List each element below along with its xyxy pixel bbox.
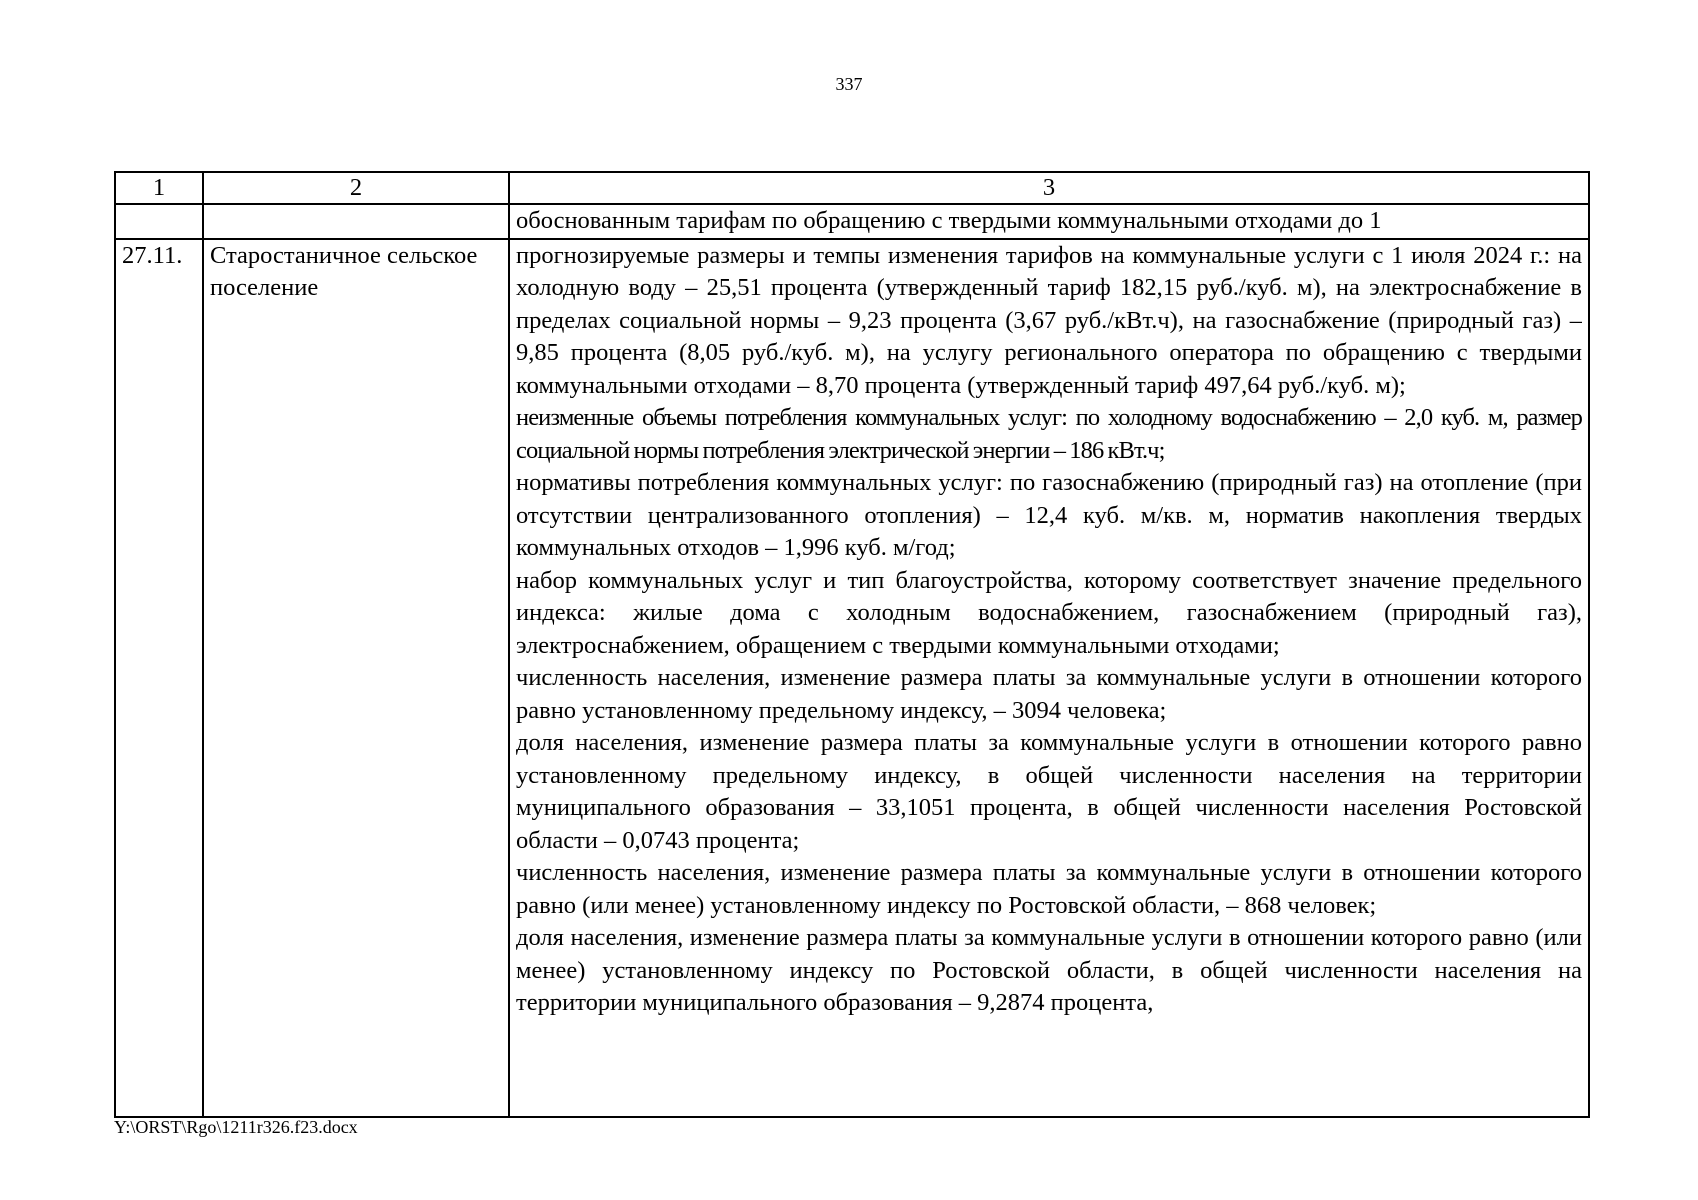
paragraph-population-count-regional: численность населения, изменение размера платы за коммунальные услуги в отношении которого равно (или менее) установленному индексу по Ростовской области, – 868 человек; [516,859,1582,919]
column-header-1: 1 [115,172,203,204]
paragraph-norms: нормативы потребления коммунальных услуг: по газоснабжению (природный газ) на отопление (при отсутствии централизованного отопления) – 12,4 куб. м/кв. м, норматив накопления твердых коммунальных отходов – 1,996 куб. м/год; [516,469,1582,561]
row-description-body [516,240,1582,1116]
footer-file-path: Y:\ORST\Rgo\1211r326.f23.docx [114,1117,358,1137]
paragraph-tariffs: прогнозируемые размеры и темпы изменения тарифов на коммунальные услуги с 1 июля 2024 г.: на холодную воду – 25,51 процента (утвержденный тариф 182,15 руб./куб. м), на электроснабжение в пределах социальной нормы – 9,23 процента (3,67 руб./кВт.ч), на газоснабжение (природный газ) – 9,85 процента (8,05 руб./куб. м), на услугу регионального оператора по обращению с твердыми коммунальными отходами – 8,70 процента (утвержденный тариф 497,64 руб./куб. м); [516,241,1582,399]
column-header-3: 3 [509,172,1589,204]
table-row [115,239,1589,1117]
column-header-2: 2 [203,172,509,204]
settlement-name: Старостаничное сельское поселение [203,239,509,1117]
page-number: 337 [835,74,863,94]
continuation-cell-1 [115,204,203,239]
paragraph-services-set: набор коммунальных услуг и тип благоустройства, которому соответствует значение предельного индекса: жилые дома с холодным водоснабжением, газоснабжением (природный газ), электроснабжением, обращением с твердыми коммунальными отходами; [516,566,1582,659]
continuation-cell-3: обоснованным тарифам по обращению с твердыми коммунальными отходами до 1 [509,204,1589,239]
paragraph-volumes: неизменные объемы потребления коммунальных услуг: по холодному водоснабжению – 2,0 куб. м, размер социальной нормы потребления электрической энергии – 186 кВт.ч; [516,404,1582,464]
row-number: 27.11. [115,239,203,1117]
row-description [509,239,1589,1117]
paragraph-population-share-regional: доля населения, изменение размера платы за коммунальные услуги в отношении которого равно (или менее) установленному индексу по Ростовской области, в общей численности населения на территории муниципального образования – 9,2874 процента, [516,924,1582,1016]
continuation-cell-2 [203,204,509,239]
paragraph-population-share: доля населения, изменение размера платы за коммунальные услуги в отношении которого равно установленному предельному индексу, в общей численности населения на территории муниципального образования – 33,1051 процента, в общей численности населения Ростовской области – 0,0743 процента; [516,729,1582,854]
tariff-table [114,171,1590,1118]
table-header-row [115,172,1589,204]
continuation-row [115,204,1589,239]
paragraph-population-count: численность населения, изменение размера платы за коммунальные услуги в отношении которого равно установленному предельному индексу, – 3094 человека; [516,664,1582,724]
